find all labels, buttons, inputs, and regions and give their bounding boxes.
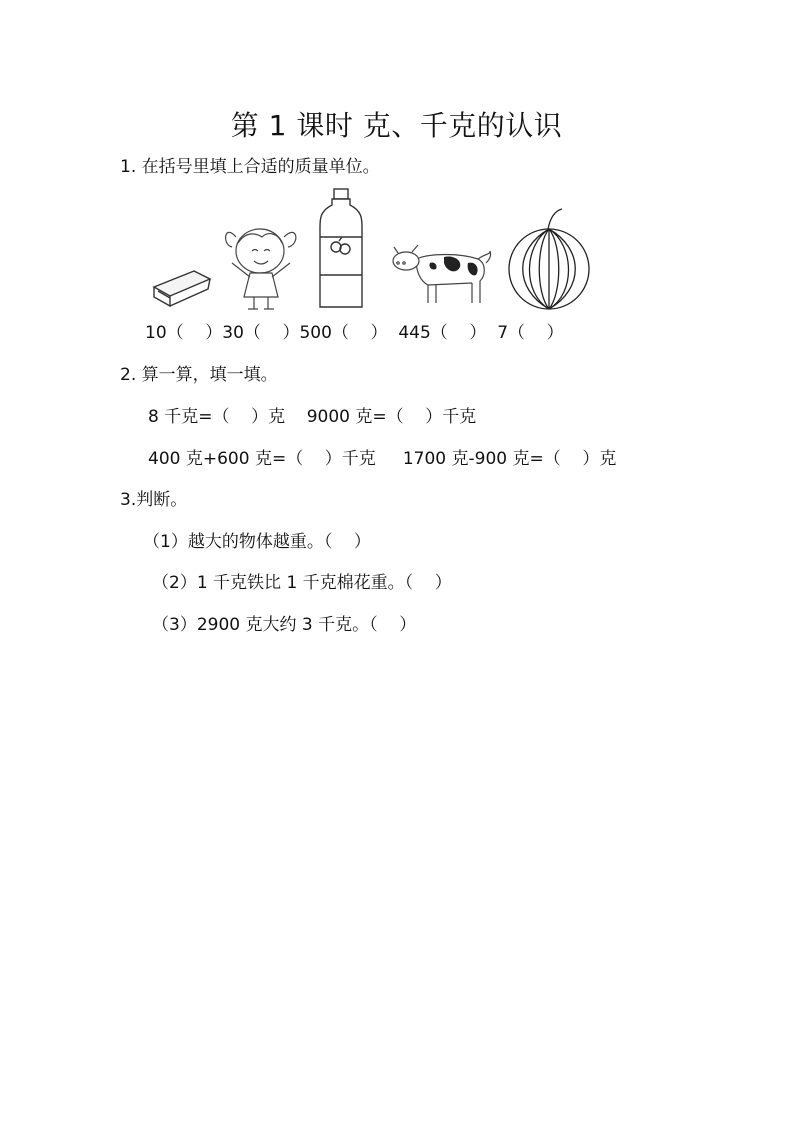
question-1-pictures xyxy=(140,185,610,315)
page-title: 第 1 课时 克、千克的认识 xyxy=(230,109,563,142)
question-3-prompt: 3.判断。 xyxy=(120,490,188,510)
watermelon-icon xyxy=(506,205,592,311)
question-2-prompt: 2. 算一算，填一填。 xyxy=(120,365,278,385)
bottle-icon xyxy=(316,187,366,311)
girl-icon xyxy=(222,223,300,311)
question-3-item-1: （1）越大的物体越重。（ ） xyxy=(143,532,371,552)
question-2-line-2: 400 克+600 克=（ ）千克 1700 克-900 克=（ ）克 xyxy=(148,449,617,469)
cow-icon xyxy=(390,241,494,311)
question-3-item-3: （3）2900 克大约 3 千克。（ ） xyxy=(152,615,417,635)
question-1-prompt: 1. 在括号里填上合适的质量单位。 xyxy=(120,157,380,177)
question-2-line-1: 8 千克=（ ）克 9000 克=（ ）千克 xyxy=(148,407,477,427)
eraser-icon xyxy=(150,265,212,310)
question-1-answer-blanks: 10（ ）30（ ）500（ ） 445（ ） 7（ ） xyxy=(145,323,564,343)
question-3-item-2: （2）1 千克铁比 1 千克棉花重。（ ） xyxy=(152,573,452,593)
